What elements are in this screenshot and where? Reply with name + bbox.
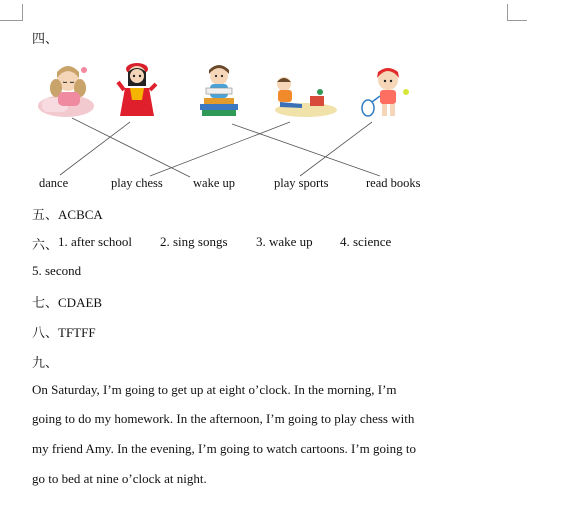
- label-read-books: read books: [366, 176, 421, 190]
- section7-heading: 七、: [32, 296, 59, 311]
- section9-heading: 九、: [32, 356, 59, 371]
- section9-paragraph-line: go to bed at nine o’clock at night.: [32, 471, 207, 486]
- section9-paragraph-line: On Saturday, I’m going to get up at eight o’clock. In the morning, I’m: [32, 382, 397, 397]
- match-line: [60, 122, 130, 175]
- section9-paragraph-line: going to do my homework. In the afternoon, I’m going to play chess with: [32, 411, 415, 426]
- label-play-sports: play sports: [274, 176, 329, 190]
- section5-line: [32, 204, 103, 223]
- section5-answer: ACBCA: [58, 207, 103, 222]
- match-line: [150, 122, 290, 176]
- section6-item-1: 1. after school: [58, 234, 133, 249]
- matching-lines: [0, 0, 570, 200]
- label-wake-up: wake up: [193, 176, 235, 190]
- section5-heading: 五、: [32, 208, 59, 223]
- section6-item-2: 2. sing songs: [160, 234, 228, 249]
- section6-item-5: 5. second: [32, 263, 82, 278]
- section6-line: [32, 234, 58, 253]
- section7-line: [32, 292, 102, 311]
- section8-answer: TFTFF: [58, 325, 96, 340]
- match-line: [232, 124, 380, 176]
- section8-line: [32, 322, 96, 341]
- section6-item-4: 4. science: [340, 234, 392, 249]
- section8-heading: 八、: [32, 326, 59, 341]
- section9-paragraph-line: my friend Amy. In the evening, I’m going to watch cartoons. I’m going to: [32, 441, 417, 456]
- label-play-chess: play chess: [111, 176, 163, 190]
- label-dance: dance: [39, 176, 69, 190]
- match-line: [300, 122, 372, 176]
- section6-heading: 六、: [32, 238, 59, 253]
- match-line: [72, 118, 190, 177]
- section4-heading: 四、: [32, 32, 59, 47]
- section7-answer: CDAEB: [58, 295, 103, 310]
- section6-item-3: 3. wake up: [256, 234, 313, 249]
